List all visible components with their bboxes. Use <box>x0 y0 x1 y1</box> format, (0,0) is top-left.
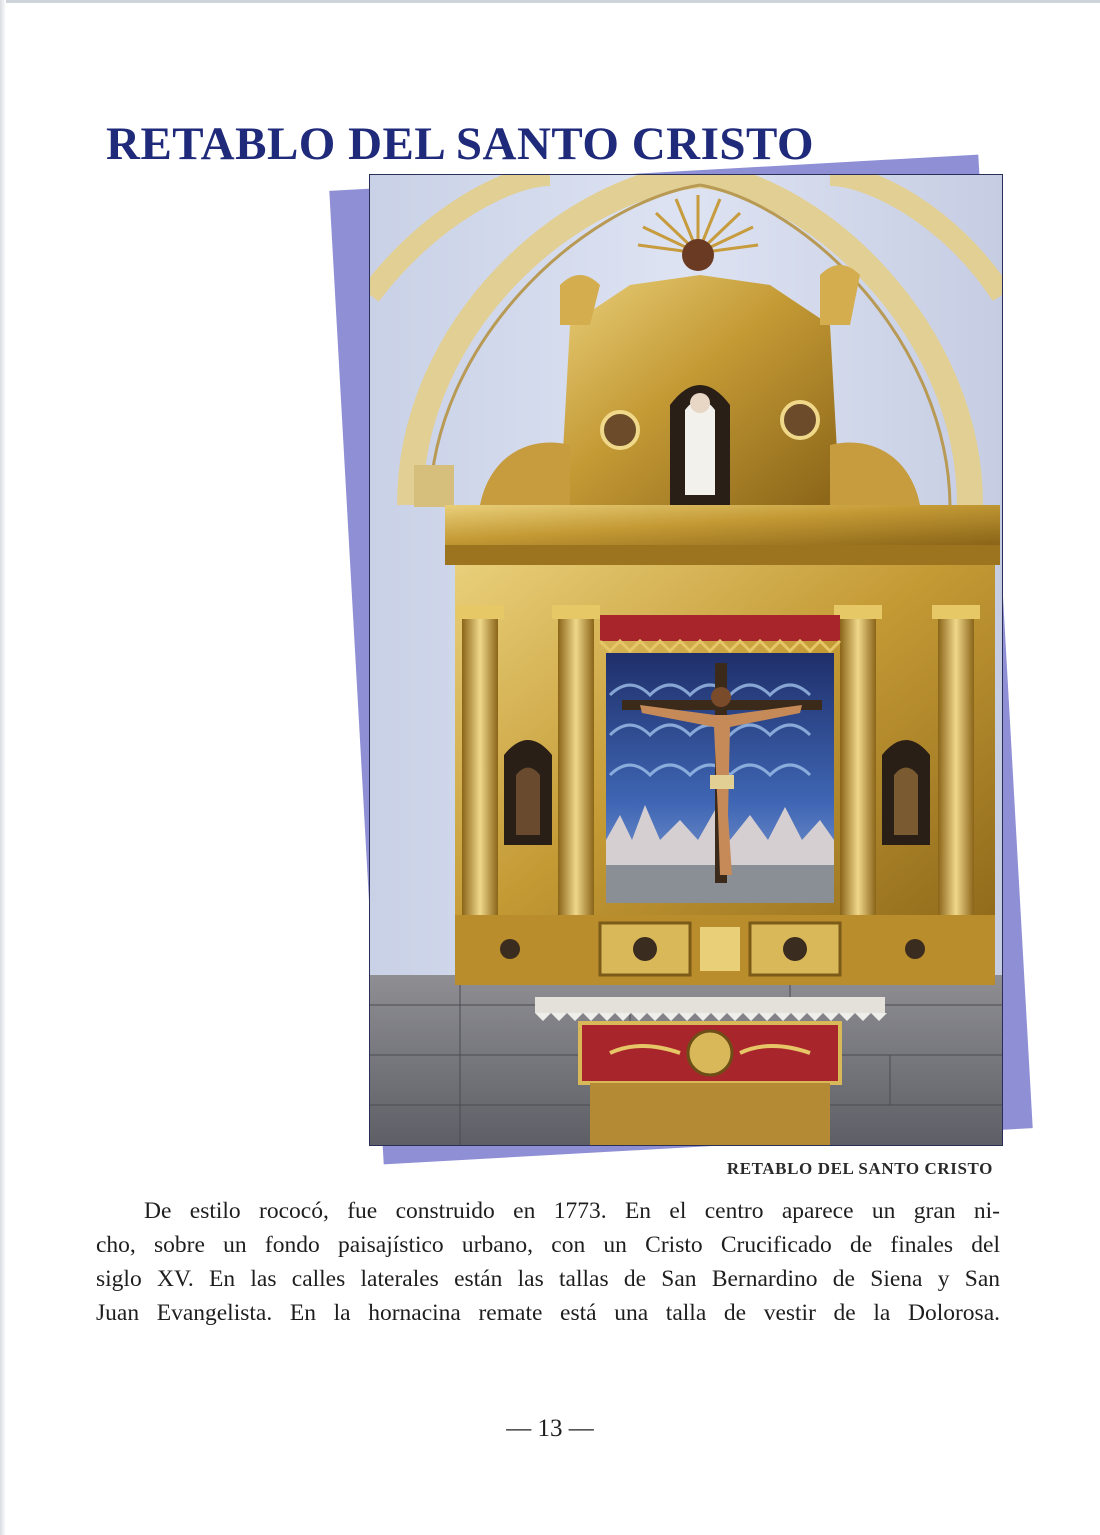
page-number: — 13 — <box>506 1415 594 1442</box>
altarpiece-photo <box>369 174 1003 1146</box>
body-line: cho, sobre un fondo paisajístico urbano, con un Cristo Crucificado de finales del <box>96 1232 1000 1258</box>
page-binding-edge <box>0 0 6 1535</box>
figure-caption: RETABLO DEL SANTO CRISTO <box>726 1159 993 1178</box>
page-edge <box>0 0 1100 3</box>
body-paragraph <box>96 1194 1000 1330</box>
body-line: De estilo rococó, fue construido en 1773. En el centro aparece un gran ni- <box>144 1198 1000 1224</box>
body-line: Juan Evangelista. En la hornacina remate está una talla de vestir de la Dolorosa. <box>96 1300 1000 1326</box>
page-title: RETABLO DEL SANTO CRISTO <box>106 118 815 171</box>
body-line: siglo XV. En las calles laterales están las tallas de San Bernardino de Siena y San <box>96 1266 1000 1292</box>
